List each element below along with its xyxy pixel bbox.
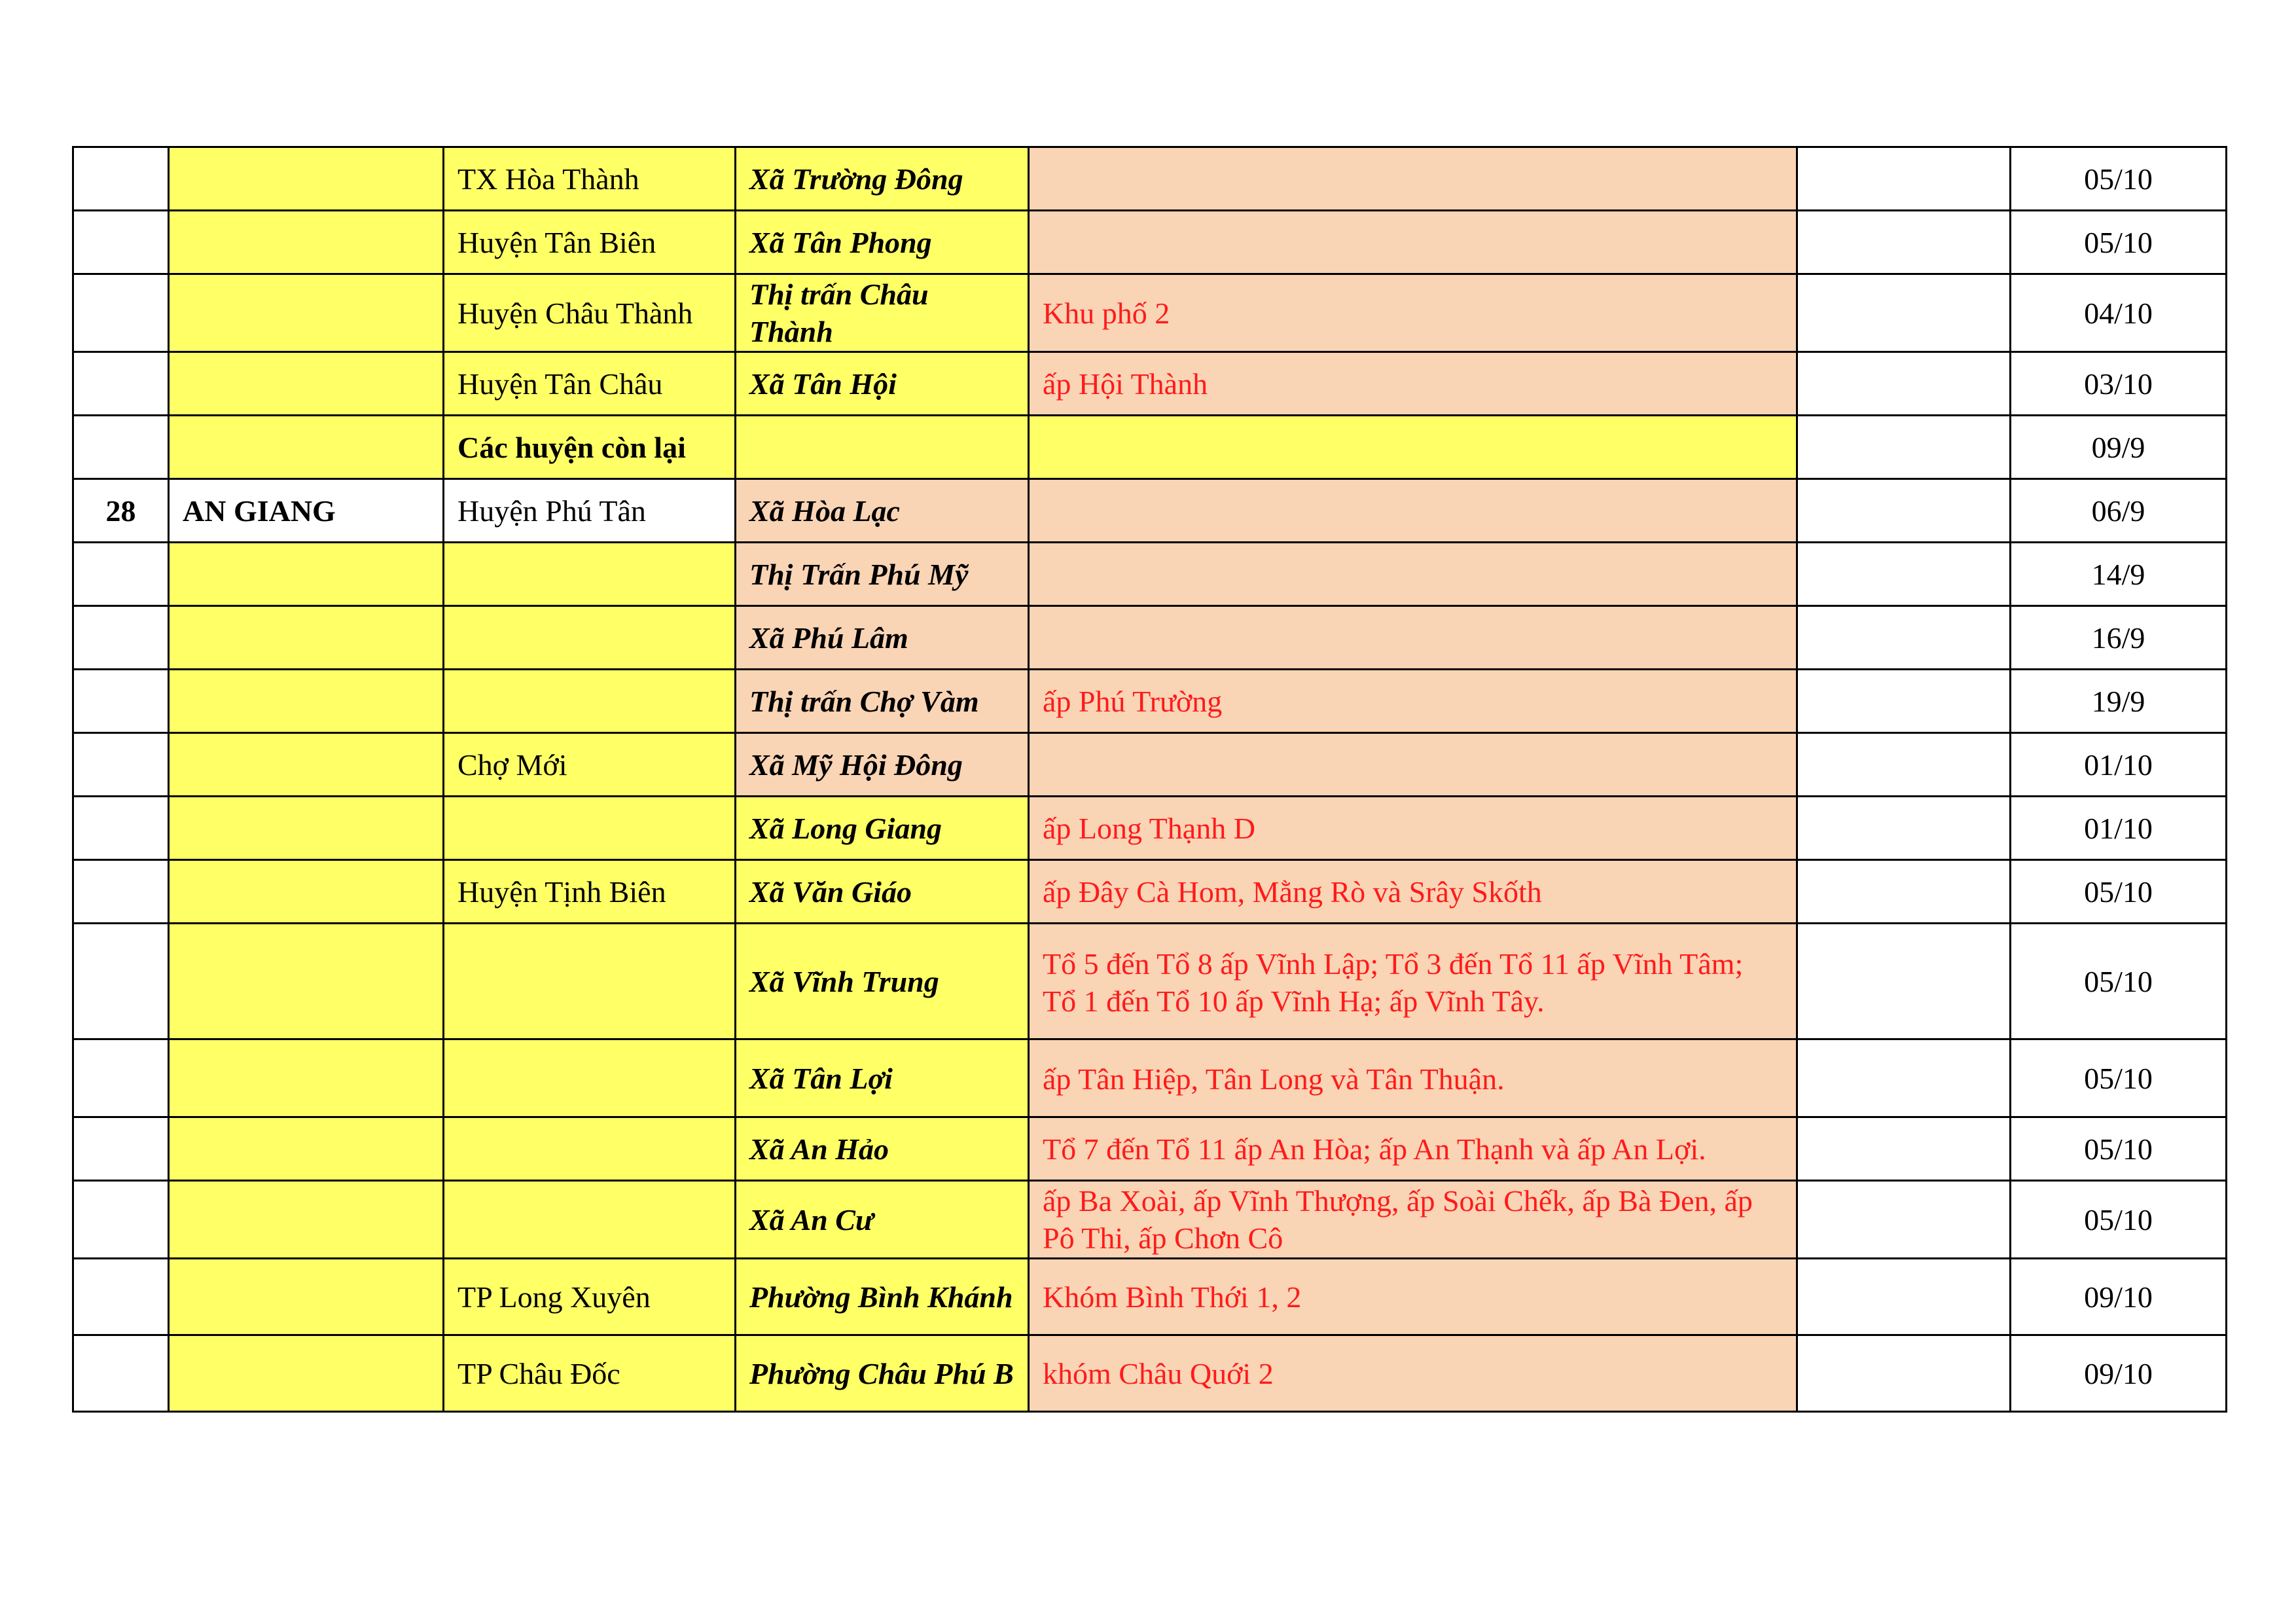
district-cell bbox=[444, 1181, 736, 1259]
district-cell bbox=[444, 1039, 736, 1117]
note-cell bbox=[1797, 543, 2011, 606]
commune-cell: Xã Mỹ Hội Đông bbox=[736, 733, 1029, 797]
commune-cell: Thị Trấn Phú Mỹ bbox=[736, 543, 1029, 606]
province-cell bbox=[169, 274, 444, 352]
province-cell: AN GIANG bbox=[169, 479, 444, 543]
area-cell bbox=[1029, 733, 1797, 797]
commune-cell: Xã Phú Lâm bbox=[736, 606, 1029, 670]
area-cell: ấp Hội Thành bbox=[1029, 352, 1797, 416]
date-cell: 19/9 bbox=[2011, 670, 2227, 733]
date-cell: 03/10 bbox=[2011, 352, 2227, 416]
area-cell bbox=[1029, 416, 1797, 479]
province-cell bbox=[169, 416, 444, 479]
note-cell bbox=[1797, 733, 2011, 797]
note-cell bbox=[1797, 479, 2011, 543]
date-cell: 04/10 bbox=[2011, 274, 2227, 352]
commune-cell: Thị trấn Chợ Vàm bbox=[736, 670, 1029, 733]
row-number-cell bbox=[73, 274, 169, 352]
table-row bbox=[73, 924, 2227, 1039]
table-row bbox=[73, 543, 2227, 606]
province-cell bbox=[169, 1335, 444, 1412]
date-cell: 05/10 bbox=[2011, 1117, 2227, 1181]
district-cell bbox=[444, 543, 736, 606]
row-number-cell: 28 bbox=[73, 479, 169, 543]
row-number-cell bbox=[73, 352, 169, 416]
note-cell bbox=[1797, 352, 2011, 416]
table-row bbox=[73, 274, 2227, 352]
province-cell bbox=[169, 924, 444, 1039]
province-cell bbox=[169, 543, 444, 606]
note-cell bbox=[1797, 606, 2011, 670]
row-number-cell bbox=[73, 1259, 169, 1335]
row-number-cell bbox=[73, 211, 169, 274]
table-row bbox=[73, 416, 2227, 479]
row-number-cell bbox=[73, 924, 169, 1039]
date-cell: 06/9 bbox=[2011, 479, 2227, 543]
commune-cell bbox=[736, 416, 1029, 479]
row-number-cell bbox=[73, 1181, 169, 1259]
district-cell: Huyện Tân Châu bbox=[444, 352, 736, 416]
row-number-cell bbox=[73, 860, 169, 924]
note-cell bbox=[1797, 274, 2011, 352]
table-row bbox=[73, 1259, 2227, 1335]
district-cell: Các huyện còn lại bbox=[444, 416, 736, 479]
area-cell: Tổ 7 đến Tổ 11 ấp An Hòa; ấp An Thạnh và ấp An Lợi. bbox=[1029, 1117, 1797, 1181]
province-cell bbox=[169, 670, 444, 733]
table-row bbox=[73, 1039, 2227, 1117]
area-cell bbox=[1029, 543, 1797, 606]
district-cell: Huyện Châu Thành bbox=[444, 274, 736, 352]
area-cell: ấp Đây Cà Hom, Mằng Rò và Srây Skốth bbox=[1029, 860, 1797, 924]
date-cell: 09/9 bbox=[2011, 416, 2227, 479]
table-row bbox=[73, 606, 2227, 670]
table-row bbox=[73, 1181, 2227, 1259]
commune-cell: Xã Tân Hội bbox=[736, 352, 1029, 416]
area-cell: Khu phố 2 bbox=[1029, 274, 1797, 352]
table-row bbox=[73, 670, 2227, 733]
note-cell bbox=[1797, 1259, 2011, 1335]
area-cell: ấp Ba Xoài, ấp Vĩnh Thượng, ấp Soài Chếk, ấp Bà Đen, ấp Pô Thi, ấp Chơn Cô bbox=[1029, 1181, 1797, 1259]
date-cell: 05/10 bbox=[2011, 860, 2227, 924]
table-row bbox=[73, 1117, 2227, 1181]
table-row bbox=[73, 211, 2227, 274]
district-cell bbox=[444, 670, 736, 733]
row-number-cell bbox=[73, 416, 169, 479]
row-number-cell bbox=[73, 670, 169, 733]
date-cell: 09/10 bbox=[2011, 1259, 2227, 1335]
area-cell: ấp Phú Trường bbox=[1029, 670, 1797, 733]
area-cell: khóm Châu Quới 2 bbox=[1029, 1335, 1797, 1412]
district-cell: TX Hòa Thành bbox=[444, 147, 736, 211]
table-body bbox=[73, 147, 2227, 1412]
area-cell: Tổ 5 đến Tổ 8 ấp Vĩnh Lập; Tổ 3 đến Tổ 11 ấp Vĩnh Tâm; Tổ 1 đến Tổ 10 ấp Vĩnh Hạ; ấp Vĩnh Tây. bbox=[1029, 924, 1797, 1039]
commune-cell: Thị trấn Châu Thành bbox=[736, 274, 1029, 352]
table-row bbox=[73, 147, 2227, 211]
commune-cell: Xã Vĩnh Trung bbox=[736, 924, 1029, 1039]
note-cell bbox=[1797, 1335, 2011, 1412]
date-cell: 05/10 bbox=[2011, 924, 2227, 1039]
date-cell: 05/10 bbox=[2011, 1181, 2227, 1259]
province-cell bbox=[169, 797, 444, 860]
district-cell: Huyện Tân Biên bbox=[444, 211, 736, 274]
date-cell: 05/10 bbox=[2011, 1039, 2227, 1117]
commune-cell: Xã Trường Đông bbox=[736, 147, 1029, 211]
row-number-cell bbox=[73, 1039, 169, 1117]
province-cell bbox=[169, 352, 444, 416]
district-cell: TP Châu Đốc bbox=[444, 1335, 736, 1412]
note-cell bbox=[1797, 924, 2011, 1039]
table-row bbox=[73, 352, 2227, 416]
province-cell bbox=[169, 211, 444, 274]
area-cell bbox=[1029, 147, 1797, 211]
commune-cell: Xã Long Giang bbox=[736, 797, 1029, 860]
commune-cell: Xã An Hảo bbox=[736, 1117, 1029, 1181]
row-number-cell bbox=[73, 606, 169, 670]
note-cell bbox=[1797, 416, 2011, 479]
district-cell: TP Long Xuyên bbox=[444, 1259, 736, 1335]
date-cell: 01/10 bbox=[2011, 797, 2227, 860]
date-cell: 14/9 bbox=[2011, 543, 2227, 606]
note-cell bbox=[1797, 860, 2011, 924]
area-cell: Khóm Bình Thới 1, 2 bbox=[1029, 1259, 1797, 1335]
table-row bbox=[73, 797, 2227, 860]
district-cell bbox=[444, 797, 736, 860]
commune-cell: Xã Tân Lợi bbox=[736, 1039, 1029, 1117]
row-number-cell bbox=[73, 1335, 169, 1412]
district-cell bbox=[444, 924, 736, 1039]
commune-cell: Xã Tân Phong bbox=[736, 211, 1029, 274]
row-number-cell bbox=[73, 797, 169, 860]
province-cell bbox=[169, 1039, 444, 1117]
province-cell bbox=[169, 147, 444, 211]
area-cell bbox=[1029, 211, 1797, 274]
province-cell bbox=[169, 1117, 444, 1181]
commune-cell: Phường Châu Phú B bbox=[736, 1335, 1029, 1412]
district-cell bbox=[444, 1117, 736, 1181]
table-row bbox=[73, 479, 2227, 543]
note-cell bbox=[1797, 1181, 2011, 1259]
date-cell: 09/10 bbox=[2011, 1335, 2227, 1412]
note-cell bbox=[1797, 147, 2011, 211]
schedule-table bbox=[72, 146, 2227, 1413]
district-cell bbox=[444, 606, 736, 670]
province-cell bbox=[169, 860, 444, 924]
date-cell: 05/10 bbox=[2011, 211, 2227, 274]
note-cell bbox=[1797, 797, 2011, 860]
row-number-cell bbox=[73, 147, 169, 211]
date-cell: 16/9 bbox=[2011, 606, 2227, 670]
district-cell: Chợ Mới bbox=[444, 733, 736, 797]
province-cell bbox=[169, 733, 444, 797]
area-cell bbox=[1029, 606, 1797, 670]
table-row bbox=[73, 1335, 2227, 1412]
area-cell: ấp Long Thạnh D bbox=[1029, 797, 1797, 860]
row-number-cell bbox=[73, 733, 169, 797]
commune-cell: Xã Hòa Lạc bbox=[736, 479, 1029, 543]
commune-cell: Xã An Cư bbox=[736, 1181, 1029, 1259]
date-cell: 01/10 bbox=[2011, 733, 2227, 797]
note-cell bbox=[1797, 211, 2011, 274]
note-cell bbox=[1797, 1117, 2011, 1181]
area-cell bbox=[1029, 479, 1797, 543]
table-row bbox=[73, 860, 2227, 924]
note-cell bbox=[1797, 1039, 2011, 1117]
table-row bbox=[73, 733, 2227, 797]
province-cell bbox=[169, 1259, 444, 1335]
commune-cell: Xã Văn Giáo bbox=[736, 860, 1029, 924]
area-cell: ấp Tân Hiệp, Tân Long và Tân Thuận. bbox=[1029, 1039, 1797, 1117]
commune-cell: Phường Bình Khánh bbox=[736, 1259, 1029, 1335]
district-cell: Huyện Phú Tân bbox=[444, 479, 736, 543]
province-cell bbox=[169, 606, 444, 670]
row-number-cell bbox=[73, 543, 169, 606]
row-number-cell bbox=[73, 1117, 169, 1181]
province-cell bbox=[169, 1181, 444, 1259]
date-cell: 05/10 bbox=[2011, 147, 2227, 211]
note-cell bbox=[1797, 670, 2011, 733]
district-cell: Huyện Tịnh Biên bbox=[444, 860, 736, 924]
